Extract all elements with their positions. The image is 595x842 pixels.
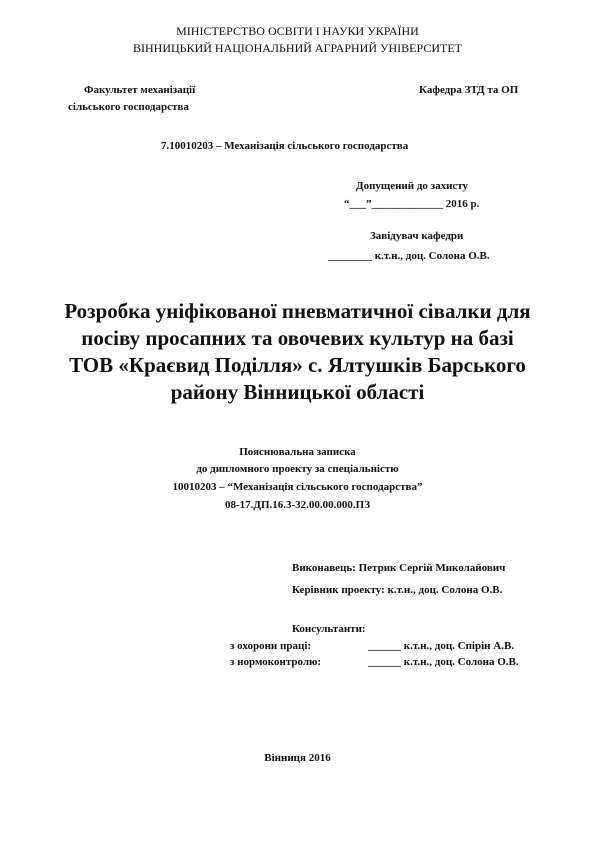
faculty-line-1: Факультет механізації bbox=[84, 84, 196, 96]
head-label: Завідувач кафедри bbox=[370, 230, 464, 242]
subtitle-line-2: до дипломного проекту за спеціальністю bbox=[196, 463, 399, 475]
admitted-label: Допущений до захисту bbox=[356, 180, 469, 192]
faculty-line-2: сільського господарства bbox=[68, 101, 189, 113]
safety-consultant-label: з охорони праці: bbox=[230, 640, 312, 652]
document-code: 08-17.ДП.16.3-32.00.00.000.ПЗ bbox=[224, 499, 371, 511]
supervisor: Керівник проекту: к.т.н., доц. Солона О.В. bbox=[292, 584, 503, 596]
consultants-label: Консультанти: bbox=[292, 623, 366, 635]
head-signature: ________ к.т.н., доц. Солона О.В. bbox=[328, 250, 490, 262]
ministry-heading: МІНІСТЕРСТВО ОСВІТИ І НАУКИ УКРАЇНИ bbox=[176, 24, 419, 38]
department: Кафедра ЗТД та ОП bbox=[419, 84, 519, 96]
executor: Виконавець: Петрик Сергій Миколайович bbox=[292, 562, 506, 574]
specialty-code: 7.10010203 – Механізація сільського господарства bbox=[161, 140, 409, 152]
subtitle-line-1: Пояснювальна записка bbox=[239, 446, 356, 458]
safety-consultant-value: ______ к.т.н., доц. Спірін А.В. bbox=[368, 640, 515, 652]
norm-consultant-label: з нормоконтролю: bbox=[230, 656, 322, 668]
norm-consultant-value: ______ к.т.н., доц. Солона О.В. bbox=[368, 656, 519, 668]
subtitle-line-3: 10010203 – “Механізація сільського господарства” bbox=[172, 481, 423, 493]
city-year: Вінниця 2016 bbox=[264, 752, 331, 764]
document-title: Розробка уніфікованої пневматичної сівалки для посіву просапних та овочевих культур на базі ТОВ «Краєвид Поділля» с. Ялтушків Барського району Вінницької області bbox=[64, 299, 531, 404]
university-heading: ВІННИЦЬКИЙ НАЦІОНАЛЬНИЙ АГРАРНИЙ УНІВЕРСИТЕТ bbox=[133, 41, 462, 55]
date-line: “___”_____________ 2016 р. bbox=[344, 198, 480, 210]
